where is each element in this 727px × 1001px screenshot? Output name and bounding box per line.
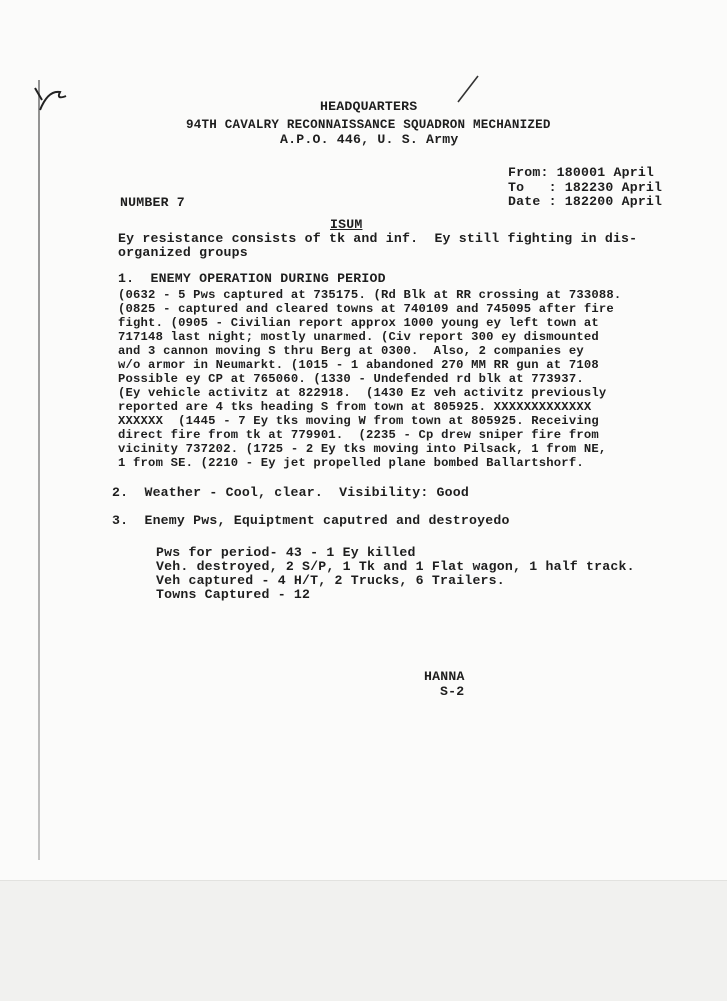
intro-line-2: organized groups (118, 245, 248, 260)
section1-line: Possible ey CP at 765060. (1330 - Undefended rd blk at 773937. (118, 372, 584, 386)
section3-line: Veh. destroyed, 2 S/P, 1 Tk and 1 Flat wagon, 1 half track. (156, 559, 635, 574)
header-line1: HEADQUARTERS (320, 99, 418, 114)
signature-title: S-2 (440, 684, 465, 699)
period-to: To : 182230 April (508, 180, 663, 195)
section3-line: Veh captured - 4 H/T, 2 Trucks, 6 Trailers. (156, 573, 505, 588)
section1-line: direct fire from tk at 779901. (2235 - Cp drew sniper fire from (118, 428, 599, 442)
report-number: NUMBER 7 (120, 195, 185, 210)
signature-name: HANNA (424, 669, 465, 684)
section1-heading: 1. ENEMY OPERATION DURING PERIOD (118, 271, 386, 286)
section1-line: and 3 cannon moving S thru Berg at 0300. Also, 2 companies ey (118, 344, 584, 358)
period-date: Date : 182200 April (508, 194, 663, 209)
report-title: ISUM (330, 217, 363, 232)
section1-line: (0825 - captured and cleared towns at 740109 and 745095 after fire (118, 302, 614, 316)
section1-line: XXXXXX (1445 - 7 Ey tks moving W from town at 805925. Receiving (118, 414, 599, 428)
page-bottom-margin (0, 880, 727, 1001)
section1-line: reported are 4 tks heading S from town at 805925. XXXXXXXXXXXXX (118, 400, 592, 414)
intro-line-1: Ey resistance consists of tk and inf. Ey still fighting in dis- (118, 231, 638, 246)
section1-line: (0632 - 5 Pws captured at 735175. (Rd Blk at RR crossing at 733088. (118, 288, 622, 302)
section3-line: Pws for period- 43 - 1 Ey killed (156, 545, 416, 560)
section1-line: 717148 last night; mostly unarmed. (Civ report 300 ey dismounted (118, 330, 599, 344)
pen-stroke-mark (450, 70, 490, 110)
torn-left-edge (38, 80, 40, 860)
period-from: From: 180001 April (508, 165, 655, 180)
section1-line: 1 from SE. (2210 - Ey jet propelled plane bombed Ballartshorf. (118, 456, 584, 470)
section1-line: w/o armor in Neumarkt. (1015 - 1 abandoned 270 MM RR gun at 7108 (118, 358, 599, 372)
section1-line: vicinity 737202. (1725 - 2 Ey tks moving into Pilsack, 1 from NE, (118, 442, 607, 456)
header-line2: 94TH CAVALRY RECONNAISSANCE SQUADRON MECHANIZED (186, 118, 551, 132)
section2-weather: 2. Weather - Cool, clear. Visibility: Good (112, 485, 470, 500)
pen-scribble-mark (30, 70, 90, 130)
section3-line: Towns Captured - 12 (156, 587, 311, 602)
section1-line: (Ey vehicle activitz at 822918. (1430 Ez veh activitz previously (118, 386, 607, 400)
header-line3: A.P.O. 446, U. S. Army (280, 132, 459, 147)
section3-heading: 3. Enemy Pws, Equiptment caputred and destroyedo (112, 513, 510, 528)
section1-line: fight. (0905 - Civilian report approx 1000 young ey left town at (118, 316, 599, 330)
